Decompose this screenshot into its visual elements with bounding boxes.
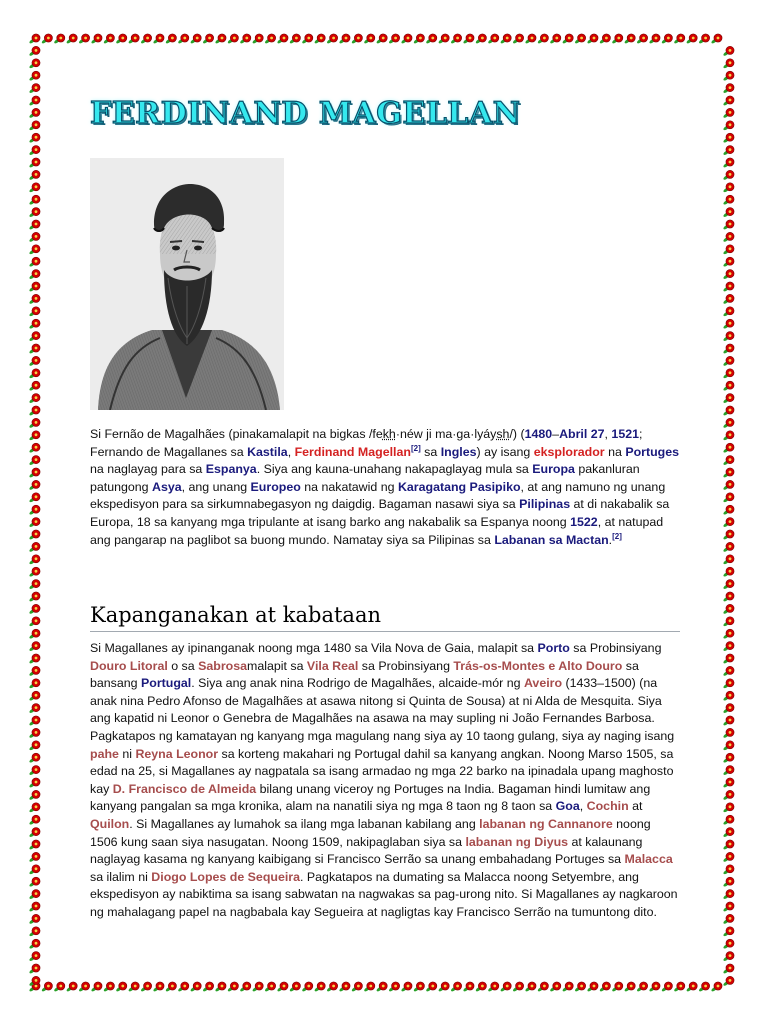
portrait-image — [90, 158, 284, 410]
inline-link[interactable]: Diogo Lopes de Sequeira — [151, 869, 301, 884]
inline-link[interactable]: Portugal — [140, 676, 192, 691]
text-run: , at natupad ang pangarap na paglibot sa buong mundo. Namatay siya sa Pilipinas sa — [90, 514, 664, 547]
text-run: . Pagkatapos na dumating sa Malacca noong Setyembre, ang ekspedisyon ay nabiktima sa isang sabwatan na nagwakas sa pag-urong nito. Si Magallanes ay nagkaroon ng mahalagang papel na nagbabala kay Segueira at nagligtas kay Francisco Serrão na tumuntong dito. — [90, 869, 678, 919]
text-run: . Siya ang kauna-unahang nakapaglayag mula sa — [256, 462, 533, 477]
text-run: sa Probinsiyang — [569, 641, 662, 655]
inline-link[interactable]: Karagatang Pasipiko — [397, 479, 521, 494]
inline-link[interactable]: Asya — [152, 479, 182, 494]
inline-link[interactable]: Quilon — [90, 816, 130, 831]
text-run: noong 1506 kung saan siya nasugatan. Noong 1509, nakipaglaban siya sa — [90, 816, 651, 849]
inline-link[interactable]: eksplorador — [533, 444, 605, 459]
inline-link[interactable]: Vila Real — [306, 658, 359, 673]
text-run: Si Magallanes ay ipinanganak noong mga 1480 sa Vila Nova de Gaia, malapit sa — [90, 641, 538, 655]
text-run: na — [604, 444, 626, 459]
inline-link[interactable]: Cochin — [586, 799, 629, 814]
text-run: o sa — [167, 658, 199, 673]
inline-link[interactable]: Reyna Leonor — [135, 746, 219, 761]
text-run: . — [608, 532, 613, 547]
text-run: malapit sa — [247, 658, 307, 673]
portrait-engraving — [90, 158, 284, 410]
text-run: . Si Magallanes ay lumahok sa ilang mga labanan kabilang ang — [129, 816, 480, 831]
text-run: ) ay isang — [476, 444, 534, 459]
text-run: ; Fernando de Magallanes sa — [90, 427, 643, 459]
text-run: sa korteng makahari ng Portugal dahil sa kanyang angkan. Noong Marso 1505, sa edad na 25, si Magallanes ay nagpatala sa isang armadao ng mga 22 barko na ipinadala upang maghosto kay — [90, 746, 674, 796]
text-run: Si Fernão de Magalhães (pinakamalapit na bigkas /fe — [90, 427, 383, 441]
inline-link[interactable]: pahe — [90, 746, 119, 761]
inline-link[interactable]: Ferdinand Magellan — [294, 444, 411, 459]
text-run: , at ang namuno ng unang ekspedisyon para sa sirkumnabegasyon ng daigdig. Bagaman nasawi siya sa — [90, 479, 666, 512]
bio-paragraph — [90, 640, 680, 922]
text-run: (1433–1500) (na anak nina Pedro Afonso de Magalhães at asawa nitong si Quinta de Sousa) at ni Alda de Mesquita. Siya ang kapatid ni Leonor o Genebra de Magalhães na asawa na may supling ni João Fernandes Barbosa. Pagkatapos ng kamatayan ng kanyang mga magulang nang siya ay 10 taong gulang, siya ay naging isang — [90, 676, 675, 743]
inline-link[interactable]: Kastila — [247, 444, 288, 459]
inline-link[interactable]: 1522 — [570, 514, 598, 529]
inline-link[interactable]: D. Francisco de Almeida — [112, 781, 257, 796]
section-heading: Kapanganakan at kabataan — [90, 601, 680, 632]
inline-link[interactable]: 1480 — [524, 427, 553, 441]
inline-link[interactable]: Europeo — [250, 479, 301, 494]
inline-link[interactable]: Malacca — [624, 852, 673, 867]
text-run: , — [287, 444, 295, 459]
text-run: sa ilalim ni — [90, 869, 152, 884]
inline-link[interactable]: Europa — [532, 462, 575, 477]
text-run: at — [628, 799, 643, 814]
text-run: sa — [420, 444, 441, 459]
inline-link[interactable]: Espanya — [205, 462, 257, 477]
inline-link[interactable]: Porto — [537, 641, 570, 655]
text-run: na naglayag para sa — [90, 462, 206, 477]
text-run: ni — [118, 746, 136, 761]
inline-link[interactable]: Ingles — [440, 444, 477, 459]
inline-link[interactable]: [2] — [612, 531, 622, 541]
text-run: pakanluran patungong — [90, 462, 640, 494]
text-run: ·néw ji ma·ga·lyáy — [395, 427, 497, 441]
text-run: , — [579, 799, 587, 814]
text-run: – — [552, 427, 560, 441]
inline-link[interactable]: Goa — [555, 799, 580, 814]
intro-paragraph — [90, 426, 680, 549]
text-run: at di nakabalik sa Europa, 18 sa kanyang mga tripulante at isang barko ang nakabalik sa Espanya noong — [90, 497, 670, 529]
text-run: /) ( — [509, 427, 525, 441]
inline-link[interactable]: Pilipinas — [519, 497, 571, 512]
text-run: at kalaunang naglayag kasama ng kanyang kaibigang si Francisco Serrão sa unang embahadang Portuges sa — [90, 834, 643, 867]
inline-link[interactable]: Portuges — [625, 444, 680, 459]
text-run: , ang unang — [181, 479, 251, 494]
text-run: . Siya ang anak nina Rodrigo de Magalhães, alcaide-mór ng — [191, 676, 524, 691]
inline-link[interactable]: Douro Litoral — [90, 658, 168, 673]
text-run: bilang unang viceroy ng Portuges na India. Bagaman hindi lumitaw ang kanyang pangalan sa mga kronika, alam na nanatili siya ng mga 8 taon ng 8 taon sa — [90, 781, 651, 814]
inline-link[interactable]: labanan ng Diyus — [465, 834, 569, 849]
inline-link[interactable]: Sabrosa — [198, 658, 247, 673]
inline-link[interactable]: 1521 — [611, 427, 639, 441]
text-run: sa bansang — [90, 658, 639, 691]
inline-link[interactable]: Trás-os-Montes e Alto Douro — [453, 658, 623, 673]
text-run: na nakatawid ng — [300, 479, 398, 494]
text-run: kh — [382, 427, 396, 441]
inline-link[interactable]: Aveiro — [523, 676, 563, 691]
text-run: , — [604, 427, 612, 441]
inline-link[interactable]: [2] — [410, 443, 421, 453]
text-run: sh — [496, 427, 510, 441]
page-title: FERDINAND MAGELLAN — [90, 96, 521, 131]
inline-link[interactable]: labanan ng Cannanore — [479, 816, 613, 831]
inline-link[interactable]: Abril 27 — [559, 427, 605, 441]
inline-link[interactable]: Labanan sa Mactan — [494, 532, 609, 547]
text-run: sa Probinsiyang — [358, 658, 454, 673]
